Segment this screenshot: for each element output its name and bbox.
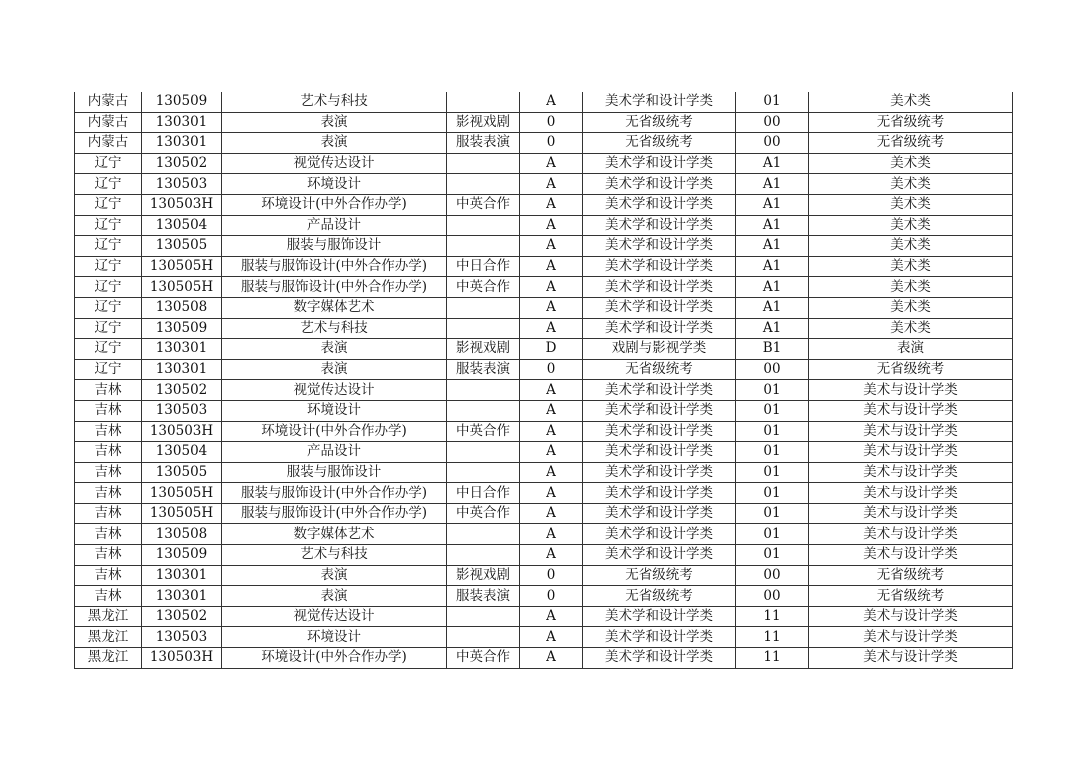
table-row (75, 236, 1013, 257)
major-code-cell: 130503H (142, 648, 222, 669)
major-code-cell: 130505 (142, 236, 222, 257)
exam-code-cell: 01 (736, 503, 809, 524)
table-row (75, 339, 1013, 360)
category-name-cell: 美术学和设计学类 (583, 442, 736, 463)
major-name-cell: 环境设计(中外合作办学) (222, 421, 447, 442)
major-code-cell: 130505H (142, 483, 222, 504)
direction-cell (447, 606, 520, 627)
direction-cell: 影视戏剧 (447, 112, 520, 133)
category-name-cell: 美术学和设计学类 (583, 627, 736, 648)
major-code-cell: 130508 (142, 524, 222, 545)
category-name-cell: 美术学和设计学类 (583, 524, 736, 545)
exam-code-cell: 11 (736, 648, 809, 669)
major-name-cell: 视觉传达设计 (222, 153, 447, 174)
major-code-cell: 130503H (142, 421, 222, 442)
exam-type-cell: 美术类 (809, 174, 1013, 195)
province-cell: 吉林 (75, 503, 142, 524)
direction-cell (447, 236, 520, 257)
major-name-cell: 艺术与科技 (222, 318, 447, 339)
direction-cell (447, 174, 520, 195)
major-code-cell: 130301 (142, 133, 222, 154)
major-code-cell: 130301 (142, 359, 222, 380)
category-name-cell: 美术学和设计学类 (583, 194, 736, 215)
major-name-cell: 艺术与科技 (222, 545, 447, 566)
table-row (75, 421, 1013, 442)
direction-cell: 中英合作 (447, 648, 520, 669)
category-code-cell: A (520, 153, 583, 174)
exam-type-cell: 美术类 (809, 297, 1013, 318)
major-name-cell: 服装与服饰设计 (222, 236, 447, 257)
direction-cell (447, 462, 520, 483)
major-code-cell: 130301 (142, 586, 222, 607)
category-name-cell: 无省级统考 (583, 133, 736, 154)
major-code-cell: 130301 (142, 112, 222, 133)
category-code-cell: A (520, 194, 583, 215)
major-code-cell: 130509 (142, 545, 222, 566)
exam-type-cell: 美术与设计学类 (809, 648, 1013, 669)
province-cell: 辽宁 (75, 359, 142, 380)
major-name-cell: 环境设计(中外合作办学) (222, 648, 447, 669)
major-name-cell: 服装与服饰设计(中外合作办学) (222, 483, 447, 504)
major-code-cell: 130509 (142, 92, 222, 112)
table-row (75, 256, 1013, 277)
table-row (75, 92, 1013, 112)
major-code-cell: 130505H (142, 503, 222, 524)
major-code-cell: 130502 (142, 380, 222, 401)
category-name-cell: 无省级统考 (583, 359, 736, 380)
category-code-cell: A (520, 277, 583, 298)
major-name-cell: 环境设计 (222, 400, 447, 421)
table-row (75, 648, 1013, 669)
category-code-cell: A (520, 236, 583, 257)
exam-code-cell: A1 (736, 174, 809, 195)
category-code-cell: A (520, 606, 583, 627)
province-cell: 吉林 (75, 545, 142, 566)
province-cell: 内蒙古 (75, 133, 142, 154)
category-code-cell: A (520, 318, 583, 339)
exam-code-cell: A1 (736, 256, 809, 277)
category-name-cell: 美术学和设计学类 (583, 380, 736, 401)
table-row (75, 462, 1013, 483)
major-code-cell: 130502 (142, 606, 222, 627)
category-code-cell: A (520, 380, 583, 401)
table-row (75, 606, 1013, 627)
direction-cell: 服装表演 (447, 586, 520, 607)
direction-cell: 中日合作 (447, 256, 520, 277)
category-code-cell: 0 (520, 133, 583, 154)
province-cell: 辽宁 (75, 236, 142, 257)
exam-code-cell: 01 (736, 380, 809, 401)
exam-code-cell: 00 (736, 112, 809, 133)
exam-code-cell: A1 (736, 236, 809, 257)
table-row (75, 153, 1013, 174)
category-code-cell: A (520, 627, 583, 648)
category-code-cell: A (520, 400, 583, 421)
province-cell: 辽宁 (75, 215, 142, 236)
table-row (75, 318, 1013, 339)
category-code-cell: A (520, 462, 583, 483)
category-name-cell: 美术学和设计学类 (583, 400, 736, 421)
province-cell: 辽宁 (75, 194, 142, 215)
major-name-cell: 服装与服饰设计 (222, 462, 447, 483)
exam-type-cell: 美术与设计学类 (809, 545, 1013, 566)
category-code-cell: A (520, 648, 583, 669)
direction-cell: 服装表演 (447, 359, 520, 380)
major-code-cell: 130503H (142, 194, 222, 215)
category-code-cell: A (520, 421, 583, 442)
table-row (75, 442, 1013, 463)
exam-type-cell: 美术类 (809, 194, 1013, 215)
exam-type-cell: 美术与设计学类 (809, 462, 1013, 483)
category-code-cell: A (520, 503, 583, 524)
major-name-cell: 数字媒体艺术 (222, 524, 447, 545)
exam-type-cell: 美术与设计学类 (809, 442, 1013, 463)
major-code-cell: 130504 (142, 442, 222, 463)
province-cell: 黑龙江 (75, 627, 142, 648)
province-cell: 吉林 (75, 462, 142, 483)
province-cell: 内蒙古 (75, 112, 142, 133)
direction-cell (447, 627, 520, 648)
exam-code-cell: 01 (736, 462, 809, 483)
major-name-cell: 艺术与科技 (222, 92, 447, 112)
direction-cell: 影视戏剧 (447, 565, 520, 586)
direction-cell: 中日合作 (447, 483, 520, 504)
direction-cell: 中英合作 (447, 421, 520, 442)
province-cell: 吉林 (75, 586, 142, 607)
category-name-cell: 美术学和设计学类 (583, 297, 736, 318)
table-row (75, 359, 1013, 380)
exam-code-cell: 11 (736, 606, 809, 627)
major-name-cell: 表演 (222, 133, 447, 154)
category-code-cell: A (520, 174, 583, 195)
direction-cell (447, 400, 520, 421)
major-name-cell: 产品设计 (222, 442, 447, 463)
table-row (75, 586, 1013, 607)
major-name-cell: 表演 (222, 112, 447, 133)
category-name-cell: 美术学和设计学类 (583, 545, 736, 566)
category-name-cell: 无省级统考 (583, 586, 736, 607)
table-row (75, 133, 1013, 154)
category-name-cell: 无省级统考 (583, 112, 736, 133)
direction-cell (447, 545, 520, 566)
exam-type-cell: 美术与设计学类 (809, 483, 1013, 504)
exam-code-cell: B1 (736, 339, 809, 360)
category-name-cell: 美术学和设计学类 (583, 92, 736, 112)
category-name-cell: 美术学和设计学类 (583, 648, 736, 669)
exam-type-cell: 美术类 (809, 215, 1013, 236)
exam-type-cell: 美术与设计学类 (809, 400, 1013, 421)
major-name-cell: 表演 (222, 339, 447, 360)
province-cell: 吉林 (75, 421, 142, 442)
direction-cell: 中英合作 (447, 194, 520, 215)
major-name-cell: 视觉传达设计 (222, 380, 447, 401)
category-name-cell: 美术学和设计学类 (583, 606, 736, 627)
major-name-cell: 数字媒体艺术 (222, 297, 447, 318)
exam-type-cell: 表演 (809, 339, 1013, 360)
category-name-cell: 戏剧与影视学类 (583, 339, 736, 360)
category-name-cell: 美术学和设计学类 (583, 215, 736, 236)
exam-code-cell: A1 (736, 153, 809, 174)
province-cell: 吉林 (75, 380, 142, 401)
major-code-cell: 130508 (142, 297, 222, 318)
direction-cell: 中英合作 (447, 277, 520, 298)
category-name-cell: 美术学和设计学类 (583, 256, 736, 277)
table-row (75, 400, 1013, 421)
province-cell: 辽宁 (75, 277, 142, 298)
exam-code-cell: A1 (736, 215, 809, 236)
direction-cell (447, 215, 520, 236)
exam-code-cell: 01 (736, 421, 809, 442)
exam-code-cell: A1 (736, 194, 809, 215)
category-code-cell: D (520, 339, 583, 360)
exam-type-cell: 美术与设计学类 (809, 380, 1013, 401)
table-row (75, 503, 1013, 524)
major-name-cell: 表演 (222, 359, 447, 380)
category-code-cell: A (520, 256, 583, 277)
category-name-cell: 美术学和设计学类 (583, 483, 736, 504)
category-code-cell: A (520, 524, 583, 545)
exam-type-cell: 美术与设计学类 (809, 627, 1013, 648)
major-code-cell: 130301 (142, 565, 222, 586)
major-code-cell: 130502 (142, 153, 222, 174)
table-row (75, 297, 1013, 318)
exam-type-cell: 美术类 (809, 92, 1013, 112)
direction-cell: 服装表演 (447, 133, 520, 154)
category-name-cell: 无省级统考 (583, 565, 736, 586)
major-name-cell: 产品设计 (222, 215, 447, 236)
exam-code-cell: 01 (736, 545, 809, 566)
major-code-cell: 130505H (142, 277, 222, 298)
category-name-cell: 美术学和设计学类 (583, 462, 736, 483)
major-code-cell: 130505 (142, 462, 222, 483)
province-cell: 吉林 (75, 483, 142, 504)
direction-cell (447, 380, 520, 401)
province-cell: 吉林 (75, 565, 142, 586)
table-row (75, 524, 1013, 545)
exam-type-cell: 无省级统考 (809, 112, 1013, 133)
category-code-cell: A (520, 297, 583, 318)
province-cell: 辽宁 (75, 256, 142, 277)
exam-code-cell: 11 (736, 627, 809, 648)
category-code-cell: A (520, 483, 583, 504)
direction-cell (447, 524, 520, 545)
province-cell: 辽宁 (75, 318, 142, 339)
exam-type-cell: 美术类 (809, 236, 1013, 257)
exam-code-cell: A1 (736, 277, 809, 298)
major-name-cell: 环境设计 (222, 627, 447, 648)
table-row (75, 277, 1013, 298)
category-code-cell: 0 (520, 586, 583, 607)
exam-code-cell: A1 (736, 297, 809, 318)
table-row (75, 380, 1013, 401)
category-code-cell: A (520, 545, 583, 566)
province-cell: 黑龙江 (75, 606, 142, 627)
exam-type-cell: 美术与设计学类 (809, 421, 1013, 442)
province-cell: 辽宁 (75, 174, 142, 195)
table-row (75, 215, 1013, 236)
direction-cell: 影视戏剧 (447, 339, 520, 360)
table-row (75, 483, 1013, 504)
province-cell: 辽宁 (75, 339, 142, 360)
exam-code-cell: 00 (736, 133, 809, 154)
direction-cell (447, 318, 520, 339)
exam-code-cell: 00 (736, 586, 809, 607)
major-code-cell: 130503 (142, 174, 222, 195)
category-name-cell: 美术学和设计学类 (583, 318, 736, 339)
province-cell: 辽宁 (75, 297, 142, 318)
category-name-cell: 美术学和设计学类 (583, 236, 736, 257)
table-row (75, 565, 1013, 586)
direction-cell (447, 92, 520, 112)
table-row (75, 112, 1013, 133)
major-name-cell: 视觉传达设计 (222, 606, 447, 627)
major-code-cell: 130301 (142, 339, 222, 360)
major-code-cell: 130503 (142, 627, 222, 648)
exam-code-cell: 00 (736, 565, 809, 586)
exam-code-cell: 01 (736, 92, 809, 112)
major-code-cell: 130504 (142, 215, 222, 236)
table-body (75, 92, 1013, 668)
category-name-cell: 美术学和设计学类 (583, 503, 736, 524)
province-cell: 黑龙江 (75, 648, 142, 669)
admissions-table (74, 92, 1013, 669)
category-name-cell: 美术学和设计学类 (583, 421, 736, 442)
exam-type-cell: 美术类 (809, 256, 1013, 277)
major-name-cell: 表演 (222, 565, 447, 586)
category-code-cell: 0 (520, 565, 583, 586)
major-name-cell: 表演 (222, 586, 447, 607)
major-code-cell: 130509 (142, 318, 222, 339)
exam-code-cell: 01 (736, 483, 809, 504)
exam-type-cell: 美术与设计学类 (809, 503, 1013, 524)
category-code-cell: 0 (520, 112, 583, 133)
category-name-cell: 美术学和设计学类 (583, 174, 736, 195)
category-code-cell: A (520, 215, 583, 236)
major-name-cell: 环境设计(中外合作办学) (222, 194, 447, 215)
exam-code-cell: 01 (736, 524, 809, 545)
category-code-cell: A (520, 442, 583, 463)
direction-cell (447, 442, 520, 463)
exam-type-cell: 无省级统考 (809, 586, 1013, 607)
exam-type-cell: 美术类 (809, 277, 1013, 298)
category-name-cell: 美术学和设计学类 (583, 277, 736, 298)
table-row (75, 174, 1013, 195)
major-name-cell: 服装与服饰设计(中外合作办学) (222, 503, 447, 524)
exam-code-cell: 01 (736, 442, 809, 463)
table-row (75, 627, 1013, 648)
exam-type-cell: 美术类 (809, 318, 1013, 339)
direction-cell (447, 297, 520, 318)
table-row (75, 194, 1013, 215)
category-name-cell: 美术学和设计学类 (583, 153, 736, 174)
province-cell: 辽宁 (75, 153, 142, 174)
category-code-cell: A (520, 92, 583, 112)
major-name-cell: 服装与服饰设计(中外合作办学) (222, 277, 447, 298)
major-code-cell: 130505H (142, 256, 222, 277)
exam-code-cell: 00 (736, 359, 809, 380)
direction-cell: 中英合作 (447, 503, 520, 524)
major-name-cell: 环境设计 (222, 174, 447, 195)
province-cell: 吉林 (75, 400, 142, 421)
exam-type-cell: 美术与设计学类 (809, 606, 1013, 627)
exam-code-cell: 01 (736, 400, 809, 421)
category-code-cell: 0 (520, 359, 583, 380)
major-code-cell: 130503 (142, 400, 222, 421)
exam-type-cell: 无省级统考 (809, 133, 1013, 154)
province-cell: 内蒙古 (75, 92, 142, 112)
exam-type-cell: 无省级统考 (809, 359, 1013, 380)
province-cell: 吉林 (75, 442, 142, 463)
exam-type-cell: 美术类 (809, 153, 1013, 174)
exam-code-cell: A1 (736, 318, 809, 339)
direction-cell (447, 153, 520, 174)
major-name-cell: 服装与服饰设计(中外合作办学) (222, 256, 447, 277)
table-row (75, 545, 1013, 566)
exam-type-cell: 无省级统考 (809, 565, 1013, 586)
exam-type-cell: 美术与设计学类 (809, 524, 1013, 545)
province-cell: 吉林 (75, 524, 142, 545)
